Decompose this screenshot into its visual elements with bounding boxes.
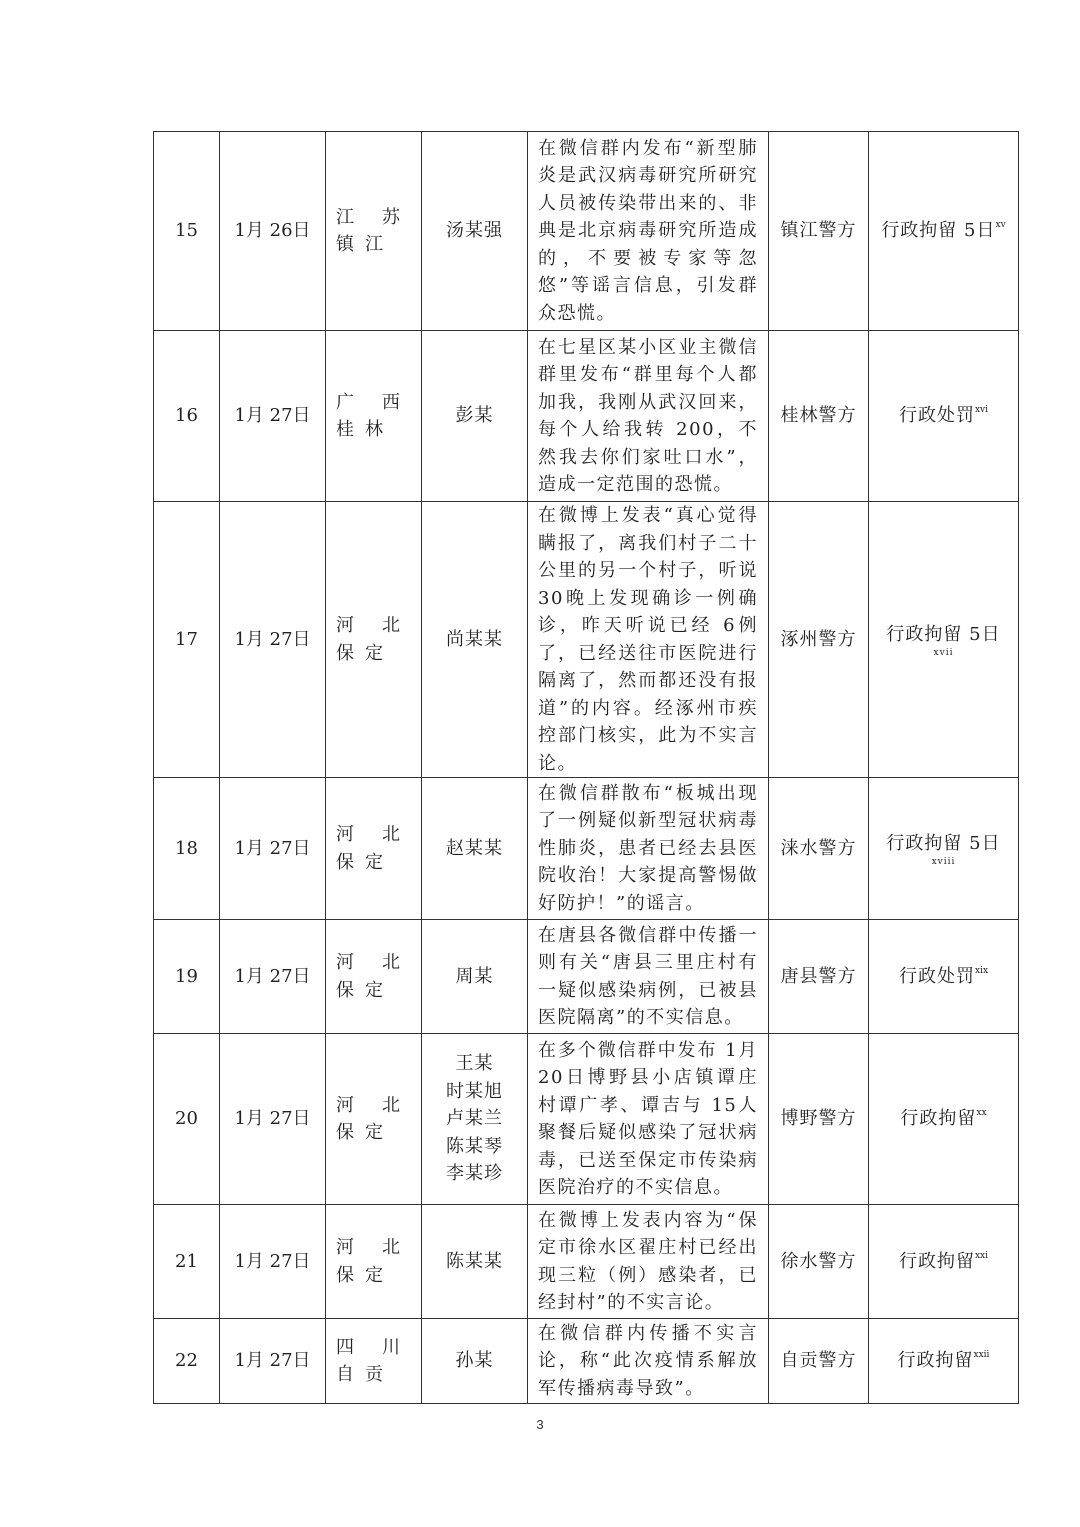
row-penalty: [869, 1205, 1019, 1319]
row-description: 在唐县各微信群中传播一则有关“唐县三里庄村有一疑似感染病例，已被县医院隔离”的不实信息。: [528, 920, 769, 1034]
row-person: [422, 778, 528, 920]
footnote-marker: xx: [976, 1108, 987, 1119]
row-location: 河北保定: [326, 1205, 422, 1319]
table-row: [154, 502, 1019, 778]
row-person: [422, 920, 528, 1034]
row-date: 1月 27日: [220, 920, 326, 1034]
row-penalty: [869, 920, 1019, 1034]
table-row: [154, 331, 1019, 502]
row-location: 广西桂林: [326, 331, 422, 502]
row-description: 在微信群内发布“新型肺炎是武汉病毒研究所研究人员被传染带出来的、非典是北京病毒研究所造成的，不要被专家等忽悠”等谣言信息，引发群众恐慌。: [528, 132, 769, 331]
row-penalty: [869, 1034, 1019, 1205]
row-date: 1月 26日: [220, 132, 326, 331]
row-date: 1月 27日: [220, 1205, 326, 1319]
row-person: [422, 502, 528, 778]
person-name: 周某: [455, 965, 494, 987]
person-name: 时某旭: [446, 1080, 503, 1102]
person-name: 汤某强: [446, 220, 503, 242]
person-name: 陈某某: [446, 1250, 503, 1272]
penalty-text: 行政拘留 5日: [886, 832, 1001, 854]
row-location: 河北保定: [326, 778, 422, 920]
row-description: 在微信群内传播不实言论，称“此次疫情系解放军传播病毒导致”。: [528, 1319, 769, 1404]
row-agency: 徐水警方: [769, 1205, 869, 1319]
row-penalty: [869, 502, 1019, 778]
row-location: 河北保定: [326, 920, 422, 1034]
row-number: 22: [154, 1319, 220, 1404]
footnote-marker: xvii: [933, 648, 954, 659]
row-date: 1月 27日: [220, 778, 326, 920]
row-number: 21: [154, 1205, 220, 1319]
penalty-text: 行政拘留 5日: [886, 623, 1001, 645]
row-person: [422, 1319, 528, 1404]
person-name: 赵某某: [446, 837, 503, 859]
row-penalty: [869, 778, 1019, 920]
table-row: [154, 132, 1019, 331]
row-description: 在微信群散布“板城出现了一例疑似新型冠状病毒性肺炎，患者已经去县医院收治！大家提高警惕做好防护！”的谣言。: [528, 778, 769, 920]
table-row: [154, 1319, 1019, 1404]
row-person: [422, 1034, 528, 1205]
row-number: 16: [154, 331, 220, 502]
row-number: 20: [154, 1034, 220, 1205]
row-date: 1月 27日: [220, 502, 326, 778]
row-location: 河北保定: [326, 1034, 422, 1205]
page-number: 3: [536, 1417, 544, 1432]
row-location: 江苏镇江: [326, 132, 422, 331]
row-number: 18: [154, 778, 220, 920]
penalty-text: 行政拘留: [900, 1108, 977, 1130]
row-agency: 涞水警方: [769, 778, 869, 920]
penalty-text: 行政拘留 5日: [881, 220, 996, 242]
row-penalty: [869, 1319, 1019, 1404]
table-row: [154, 1034, 1019, 1205]
footnote-marker: xvi: [974, 405, 989, 416]
row-penalty: [869, 331, 1019, 502]
row-date: 1月 27日: [220, 331, 326, 502]
row-number: 17: [154, 502, 220, 778]
row-agency: 桂林警方: [769, 331, 869, 502]
row-description: 在微博上发表内容为“保定市徐水区翟庄村已经出现三粒（例）感染者，已经封村”的不实言论。: [528, 1205, 769, 1319]
row-penalty: [869, 132, 1019, 331]
row-location: 四川自贡: [326, 1319, 422, 1404]
row-number: 15: [154, 132, 220, 331]
footnote-marker: xxii: [973, 1350, 990, 1361]
person-name: 王某: [455, 1053, 494, 1075]
person-name: 彭某: [455, 405, 494, 427]
row-agency: 自贡警方: [769, 1319, 869, 1404]
row-person: [422, 1205, 528, 1319]
table-row: [154, 1205, 1019, 1319]
penalty-text: 行政拘留: [897, 1350, 974, 1372]
footnote-marker: xxi: [974, 1250, 989, 1261]
row-date: 1月 27日: [220, 1034, 326, 1205]
row-person: [422, 132, 528, 331]
person-name: 孙某: [455, 1350, 494, 1372]
table-row: [154, 920, 1019, 1034]
person-name: 尚某某: [446, 628, 503, 650]
row-location: 河北保定: [326, 502, 422, 778]
penalty-text: 行政拘留: [898, 1250, 975, 1272]
row-description: 在多个微信群中发布 1月 20日博野县小店镇谭庄村谭广孝、谭吉与 15人聚餐后疑似感染了冠状病毒，已送至保定市传染病医院治疗的不实信息。: [528, 1034, 769, 1205]
row-agency: 涿州警方: [769, 502, 869, 778]
penalty-text: 行政处罚: [898, 965, 975, 987]
person-name: 李某珍: [446, 1163, 503, 1185]
person-name: 陈某琴: [446, 1135, 503, 1157]
row-description: 在七星区某小区业主微信群里发布“群里每个人都加我，我刚从武汉回来，每个人给我转 200，不然我去你们家吐口水”，造成一定范围的恐慌。: [528, 331, 769, 502]
row-date: 1月 27日: [220, 1319, 326, 1404]
records-table: [153, 131, 1019, 1404]
penalty-text: 行政处罚: [898, 405, 975, 427]
row-agency: 镇江警方: [769, 132, 869, 331]
footnote-marker: xviii: [931, 857, 956, 868]
row-person: [422, 331, 528, 502]
footnote-marker: xv: [995, 220, 1006, 231]
row-agency: 唐县警方: [769, 920, 869, 1034]
footnote-marker: xix: [974, 965, 989, 976]
row-description: 在微博上发表“真心觉得瞒报了，离我们村子二十公里的另一个村子，听说 30晚上发现确诊一例确诊，昨天听说已经 6例了，已经送往市医院进行隔离了，然而都还没有报道”的内容。经涿州市疾控部门核实，此为不实言论。: [528, 502, 769, 778]
row-agency: 博野警方: [769, 1034, 869, 1205]
row-number: 19: [154, 920, 220, 1034]
person-name: 卢某兰: [446, 1108, 503, 1130]
table-row: [154, 778, 1019, 920]
